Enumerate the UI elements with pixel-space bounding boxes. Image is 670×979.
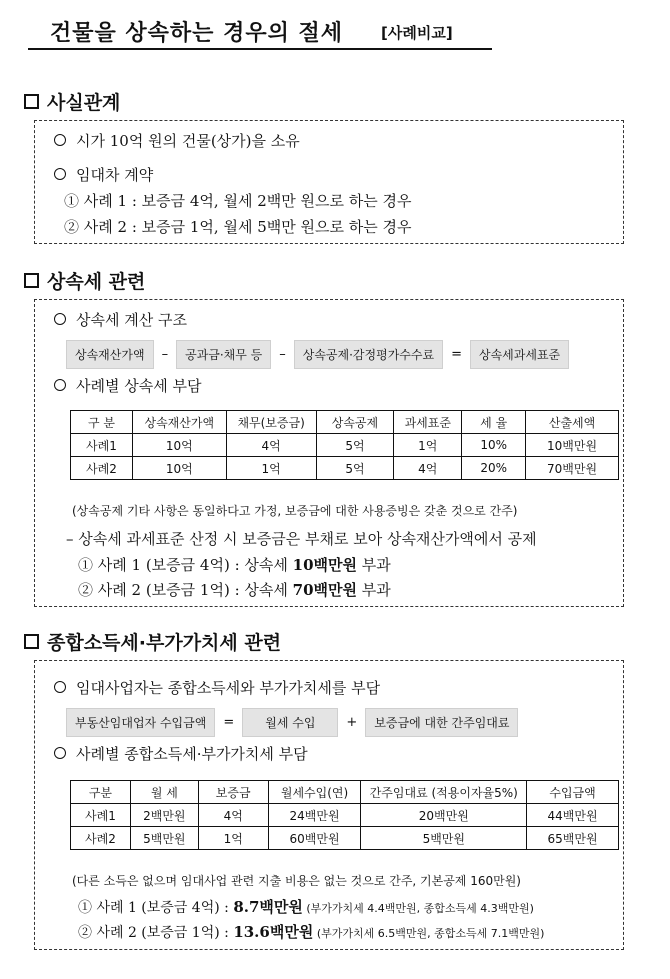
table-cell: 사례2	[71, 457, 133, 480]
circle-bullet-icon	[54, 134, 66, 146]
section-heading-inheritance	[24, 267, 145, 294]
income-line-2	[54, 743, 308, 764]
formula-term: 상속재산가액	[66, 340, 154, 369]
table-cell: 4억	[226, 434, 316, 457]
table-cell: 사례2	[71, 827, 131, 850]
table-header: 채무(보증금)	[226, 411, 316, 434]
circle-bullet-icon	[54, 168, 66, 180]
formula-operator: –	[161, 347, 169, 362]
result-prefix: ② 사례 2 (보증금 1억) : 상속세	[78, 581, 293, 599]
table-header: 수입금액	[527, 781, 619, 804]
table-cell: 5억	[316, 434, 394, 457]
formula-term: 상속세과세표준	[470, 340, 569, 369]
inheritance-note: (상속공제 기타 사항은 동일하다고 가정, 보증금에 대한 사용증빙은 갖춘 것으로 간주)	[72, 504, 518, 518]
table-cell: 1억	[226, 457, 316, 480]
section-heading-income-vat	[24, 628, 281, 655]
table-header: 구 분	[71, 411, 133, 434]
checkbox-square-icon	[24, 273, 39, 288]
checkbox-square-icon	[24, 634, 39, 649]
table-cell: 5백만원	[130, 827, 198, 850]
table-cell: 5백만원	[361, 827, 527, 850]
formula-term: 월세 수입	[242, 708, 338, 737]
result-amount: 8.7백만원	[233, 898, 303, 916]
table-cell: 5억	[316, 457, 394, 480]
income-line-1	[54, 677, 380, 698]
table-cell: 1억	[198, 827, 268, 850]
table-cell: 10백만원	[526, 434, 619, 457]
table-header: 산출세액	[526, 411, 619, 434]
table-cell: 20백만원	[361, 804, 527, 827]
formula-operator: –	[279, 347, 286, 362]
table-cell: 사례1	[71, 434, 133, 457]
result-prefix: ① 사례 1 (보증금 4억) : 상속세	[78, 556, 293, 574]
facts-line-1-text: 시가 10억 원의 건물(상가)을 소유	[76, 132, 300, 150]
table-header: 상속공제	[316, 411, 394, 434]
income-result-2	[78, 921, 544, 942]
result-amount: 13.6백만원	[233, 923, 314, 941]
checkbox-square-icon	[24, 94, 39, 109]
inheritance-line-1-text: 상속세 계산 구조	[76, 311, 187, 329]
table-header-row	[71, 781, 619, 804]
inheritance-table	[70, 410, 619, 480]
table-cell: 10억	[132, 434, 226, 457]
inheritance-dash-line: – 상속세 과세표준 산정 시 보증금은 부채로 보아 상속재산가액에서 공제	[66, 530, 537, 548]
table-cell: 4억	[198, 804, 268, 827]
circle-bullet-icon	[54, 313, 66, 325]
facts-line-2	[54, 164, 153, 185]
table-cell: 1억	[394, 434, 462, 457]
table-row	[71, 434, 619, 457]
table-header: 월 세	[130, 781, 198, 804]
table-header: 과세표준	[394, 411, 462, 434]
result-suffix: (부가가치세 4.4백만원, 종합소득세 4.3백만원)	[302, 902, 534, 915]
table-cell: 24백만원	[268, 804, 361, 827]
table-header: 보증금	[198, 781, 268, 804]
circle-bullet-icon	[54, 379, 66, 391]
table-cell: 2백만원	[130, 804, 198, 827]
result-prefix: ① 사례 1 (보증금 4억) :	[78, 900, 234, 916]
table-cell: 44백만원	[527, 804, 619, 827]
result-suffix: 부과	[357, 556, 391, 574]
section-heading-label: 상속세 관련	[47, 271, 146, 293]
result-suffix: 부과	[357, 581, 391, 599]
inheritance-line-2-text: 사례별 상속세 부담	[76, 377, 202, 395]
result-suffix: (부가가치세 6.5백만원, 종합소득세 7.1백만원)	[313, 927, 545, 940]
result-prefix: ② 사례 2 (보증금 1억) :	[78, 925, 234, 941]
table-row	[71, 804, 619, 827]
inheritance-line-2	[54, 375, 201, 396]
formula-term: 보증금에 대한 간주임대료	[365, 708, 518, 737]
formula-term: 상속공제·감정평가수수료	[294, 340, 443, 369]
formula-term: 공과금·채무 등	[176, 340, 271, 369]
document-title	[28, 14, 492, 50]
table-cell: 70백만원	[526, 457, 619, 480]
table-header: 상속재산가액	[132, 411, 226, 434]
table-cell: 60백만원	[268, 827, 361, 850]
formula-operator: =	[223, 715, 235, 730]
section-heading-label: 사실관계	[47, 92, 121, 114]
income-formula	[66, 708, 518, 737]
table-row	[71, 827, 619, 850]
inheritance-line-1	[54, 309, 187, 330]
table-cell: 20%	[462, 457, 526, 480]
title-main: 건물을 상속하는 경우의 절세	[50, 21, 344, 46]
income-note: (다른 소득은 없으며 임대사업 관련 지출 비용은 없는 것으로 간주, 기본공제 160만원)	[72, 874, 521, 888]
facts-line-2-text: 임대차 계약	[76, 166, 154, 184]
result-amount: 70백만원	[292, 581, 357, 599]
table-header: 구분	[71, 781, 131, 804]
income-result-1	[78, 896, 534, 917]
table-header-row	[71, 411, 619, 434]
table-cell: 10억	[132, 457, 226, 480]
table-cell: 4억	[394, 457, 462, 480]
table-row	[71, 457, 619, 480]
table-header: 세 율	[462, 411, 526, 434]
section-heading-facts	[24, 88, 120, 115]
title-sub: [사례비교]	[381, 24, 453, 42]
inheritance-formula	[66, 340, 569, 369]
table-cell: 65백만원	[527, 827, 619, 850]
facts-line-1	[54, 130, 300, 151]
table-header: 월세수입(연)	[268, 781, 361, 804]
circle-bullet-icon	[54, 747, 66, 759]
formula-operator: +	[346, 715, 358, 730]
table-cell: 사례1	[71, 804, 131, 827]
facts-case-2: ② 사례 2 : 보증금 1억, 월세 5백만 원으로 하는 경우	[64, 218, 412, 236]
income-table	[70, 780, 619, 850]
section-heading-label: 종합소득세·부가가치세 관련	[47, 632, 282, 654]
inheritance-result-1	[78, 554, 391, 575]
income-line-2-text: 사례별 종합소득세·부가가치세 부담	[76, 745, 308, 763]
circle-bullet-icon	[54, 681, 66, 693]
table-cell: 10%	[462, 434, 526, 457]
facts-case-1: ① 사례 1 : 보증금 4억, 월세 2백만 원으로 하는 경우	[64, 192, 412, 210]
result-amount: 10백만원	[292, 556, 357, 574]
inheritance-result-2	[78, 579, 391, 600]
formula-operator: =	[451, 347, 462, 362]
formula-term: 부동산임대업자 수입금액	[66, 708, 215, 737]
table-header: 간주임대료 (적용이자율5%)	[361, 781, 527, 804]
income-line-1-text: 임대사업자는 종합소득세와 부가가치세를 부담	[76, 679, 381, 697]
